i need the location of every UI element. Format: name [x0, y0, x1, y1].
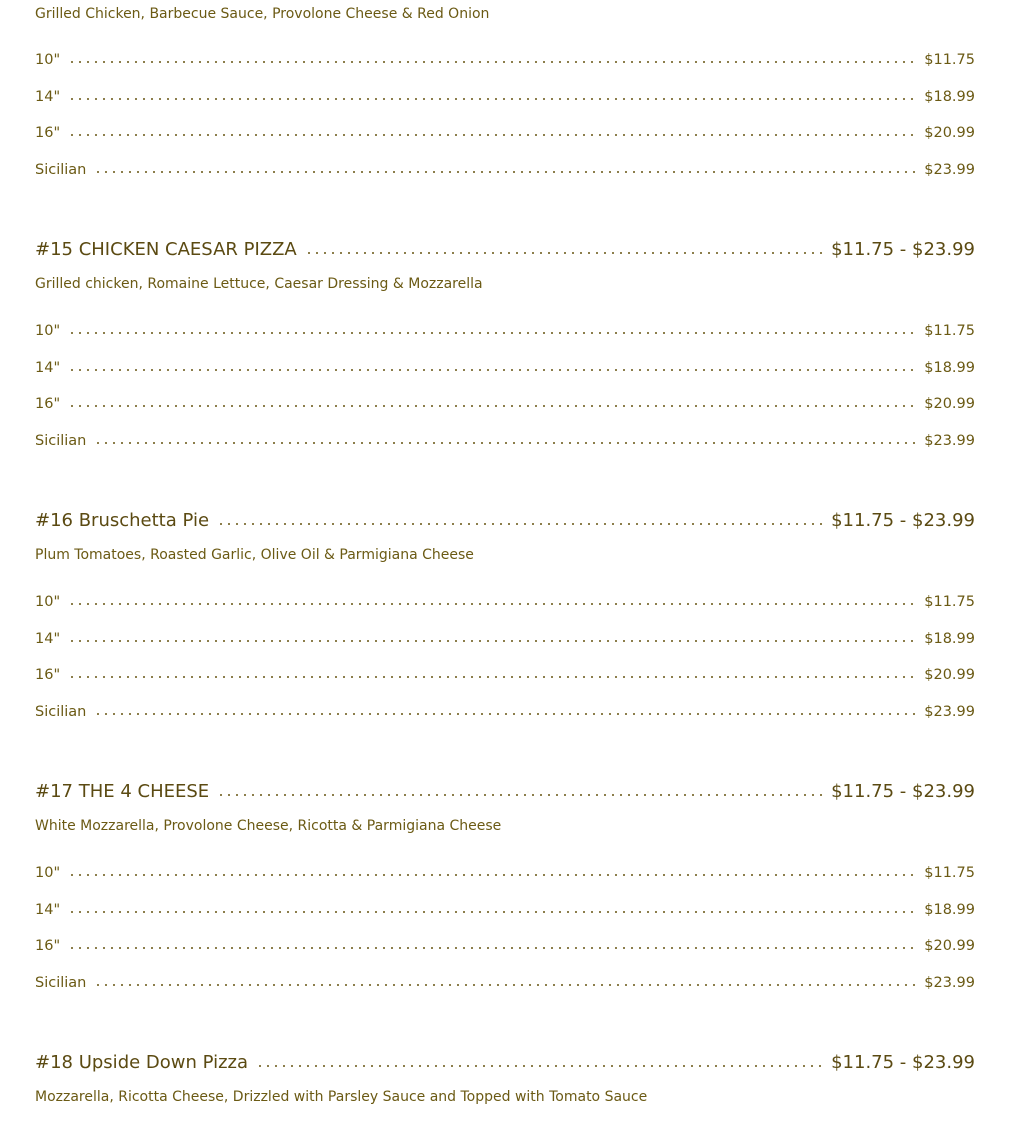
dot-leader — [68, 57, 918, 63]
size-row[interactable] — [35, 50, 975, 87]
dot-leader — [217, 790, 827, 796]
size-row[interactable] — [35, 123, 975, 160]
size-price: $11.75 — [924, 594, 975, 610]
size-label: 14" — [35, 88, 61, 105]
size-label: 10" — [35, 594, 61, 610]
item-header[interactable] — [35, 1051, 975, 1087]
size-price: $18.99 — [924, 630, 975, 647]
size-price: $18.99 — [924, 359, 975, 376]
dot-leader — [68, 907, 918, 913]
size-price: $23.99 — [924, 432, 975, 449]
size-label: Sicilian — [35, 974, 87, 991]
item-title: #18 Upside Down Pizza — [35, 1052, 249, 1073]
menu-item — [35, 780, 975, 1009]
size-label: 10" — [35, 52, 61, 68]
size-row[interactable] — [35, 321, 975, 358]
size-label: 16" — [35, 938, 61, 954]
size-price: $18.99 — [924, 88, 975, 105]
size-row[interactable] — [35, 358, 975, 395]
dot-leader — [94, 438, 918, 444]
item-title: #16 Bruschetta Pie — [35, 510, 210, 531]
dot-leader — [68, 870, 918, 876]
item-description: White Mozzarella, Provolone Cheese, Ricotta & Parmigiana Cheese — [35, 818, 502, 834]
item-header[interactable] — [35, 509, 975, 545]
item-title: #15 CHICKEN CAESAR PIZZA — [35, 239, 297, 260]
dot-leader — [68, 130, 918, 136]
item-header[interactable] — [35, 780, 975, 816]
dot-leader — [94, 709, 918, 715]
dot-leader — [217, 519, 827, 525]
size-label: Sicilian — [35, 432, 87, 449]
item-description: Mozzarella, Ricotta Cheese, Drizzled with Parsley Sauce and Topped with Tomato Sauce — [35, 1089, 648, 1105]
size-price: $11.75 — [924, 323, 975, 339]
dot-leader — [68, 328, 918, 334]
size-row[interactable] — [35, 936, 975, 973]
size-price: $23.99 — [924, 703, 975, 720]
dot-leader — [68, 672, 918, 678]
size-row[interactable] — [35, 592, 975, 629]
size-list — [35, 50, 975, 196]
size-row[interactable] — [35, 900, 975, 937]
size-price: $23.99 — [924, 974, 975, 991]
item-description: Plum Tomatoes, Roasted Garlic, Olive Oil & Parmigiana Cheese — [35, 547, 474, 563]
menu-item — [35, 238, 975, 467]
dot-leader — [68, 94, 918, 100]
menu-item-partial — [35, 0, 975, 196]
item-price-range: $11.75 - $23.99 — [831, 1052, 975, 1073]
size-price: $20.99 — [924, 125, 975, 141]
size-label: 16" — [35, 125, 61, 141]
size-price: $20.99 — [924, 396, 975, 412]
size-row[interactable] — [35, 431, 975, 468]
size-row[interactable] — [35, 629, 975, 666]
size-label: 16" — [35, 396, 61, 412]
size-row[interactable] — [35, 973, 975, 1010]
item-description: Grilled Chicken, Barbecue Sauce, Provolone Cheese & Red Onion — [35, 6, 490, 22]
item-price-range: $11.75 - $23.99 — [831, 510, 975, 531]
dot-leader — [68, 599, 918, 605]
pizza-menu — [35, 0, 975, 1122]
size-row[interactable] — [35, 863, 975, 900]
size-label: 16" — [35, 667, 61, 683]
size-label: 14" — [35, 630, 61, 647]
dot-leader — [94, 980, 918, 986]
dot-leader — [68, 365, 918, 371]
size-list — [35, 592, 975, 738]
item-price-range: $11.75 - $23.99 — [831, 781, 975, 802]
item-price-range: $11.75 - $23.99 — [831, 239, 975, 260]
size-row[interactable] — [35, 394, 975, 431]
menu-item — [35, 509, 975, 738]
dot-leader — [94, 167, 918, 173]
item-title: #17 THE 4 CHEESE — [35, 781, 210, 802]
item-description: Grilled chicken, Romaine Lettuce, Caesar Dressing & Mozzarella — [35, 276, 483, 292]
size-row[interactable] — [35, 160, 975, 197]
dot-leader — [68, 943, 918, 949]
size-label: 10" — [35, 865, 61, 881]
size-list — [35, 321, 975, 467]
item-header[interactable] — [35, 238, 975, 274]
dot-leader — [256, 1061, 827, 1067]
size-list — [35, 863, 975, 1009]
dot-leader — [68, 636, 918, 642]
size-label: Sicilian — [35, 161, 87, 178]
size-label: 14" — [35, 359, 61, 376]
size-price: $23.99 — [924, 161, 975, 178]
dot-leader — [305, 248, 827, 254]
menu-item — [35, 1051, 975, 1122]
size-label: Sicilian — [35, 703, 87, 720]
size-row[interactable] — [35, 665, 975, 702]
size-row[interactable] — [35, 702, 975, 739]
size-price: $18.99 — [924, 901, 975, 918]
size-label: 10" — [35, 323, 61, 339]
size-price: $20.99 — [924, 667, 975, 683]
dot-leader — [68, 401, 918, 407]
size-price: $20.99 — [924, 938, 975, 954]
size-price: $11.75 — [924, 865, 975, 881]
size-price: $11.75 — [924, 52, 975, 68]
size-row[interactable] — [35, 87, 975, 124]
size-label: 14" — [35, 901, 61, 918]
